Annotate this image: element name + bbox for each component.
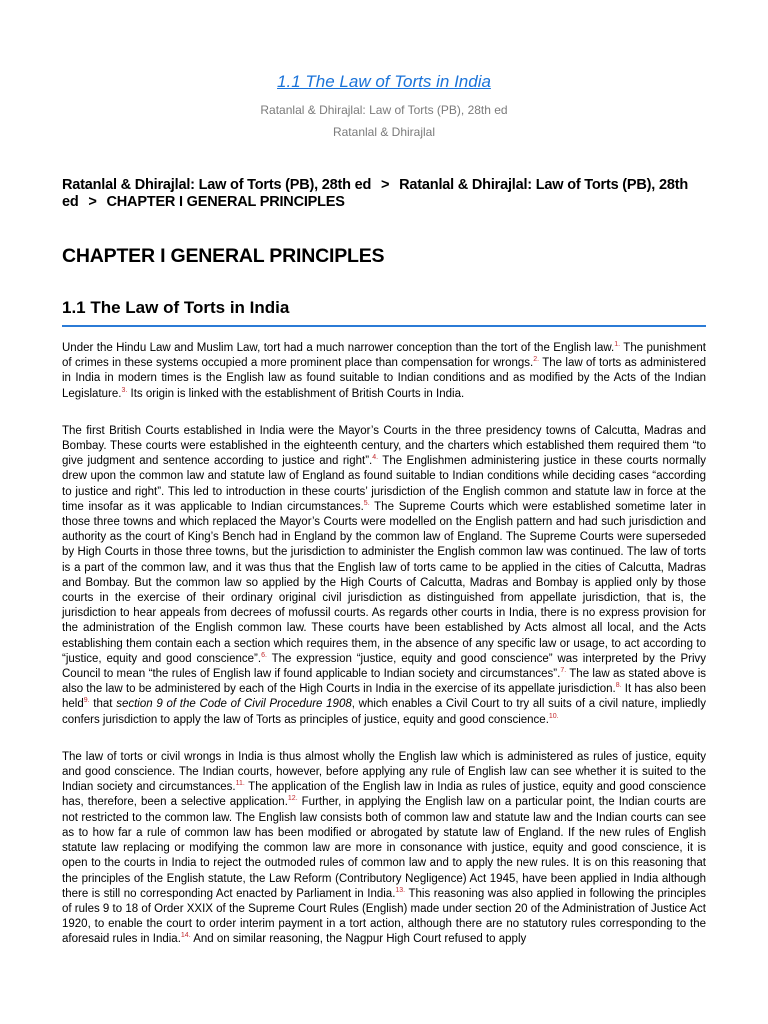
- author-line: Ratanlal & Dhirajlal: [332, 125, 436, 139]
- section-heading: 1.1 The Law of Torts in India: [62, 298, 706, 327]
- document-title: [62, 0, 706, 92]
- paragraph-3: The law of torts or civil wrongs in India is thus almost wholly the English law which is administered as rules of justice, equity and good conscience. The Indian courts, however, before applying any rule of English law can see whether it is suited to the Indian society and circumstances.$^{11.}$ The application of the English law in India as rules of justice, equity and good conscience has, therefore, been a selective application.$^{12.}$ Further, in applying the English law on a particular point, the Indian courts are not restricted to the common law. The English law consists both of common law and statute law and the Indian courts can see as to how far a rule of common law has been modified or abrogated by statute law of England. If the new rules of English statute law replacing or modifying the common law are more in consonance with justice, equity and good conscience, it is open to the courts in India to reject the outmoded rules of common law and to apply the new rules. It is on this reasoning that the principles of the English statute, the Law Reform (Contributory Negligence) Act 1945, have been applied in India although there is still no corresponding Act enacted by Parliament in India.$^{13.}$ This reasoning was also applied in following the principles of rules 9 to 18 of Order XXIX of the Supreme Court Rules (English) made under section 20 of the Administration of Justice Act 1920, to enable the court to order interim payment in a tort action, although there are no statutory rules corresponding to the aforesaid rules in India.$^{14.}$ And on similar reasoning, the Nagpur High Court refused to apply: [62, 750, 706, 946]
- footnote-ref[interactable]: 3.: [121, 386, 128, 394]
- breadcrumb-item-book[interactable]: Ratanlal & Dhirajlal: Law of Torts (PB), 28th ed: [62, 177, 372, 193]
- breadcrumb-item-chapter[interactable]: CHAPTER I GENERAL PRINCIPLES: [106, 194, 345, 210]
- footnote-ref[interactable]: 5.: [363, 500, 370, 507]
- footnote-ref[interactable]: 13.: [395, 886, 406, 894]
- breadcrumb-separator: >: [381, 177, 390, 193]
- footnote-ref[interactable]: 2.: [533, 356, 540, 364]
- statute-citation: section 9 of the Code of Civil Procedure 1908: [116, 698, 352, 711]
- footnote-ref[interactable]: 10.: [548, 712, 559, 720]
- footnote-ref[interactable]: 12.: [287, 795, 298, 803]
- footnote-ref[interactable]: 4.: [372, 454, 379, 462]
- chapter-heading: CHAPTER I GENERAL PRINCIPLES: [62, 245, 385, 267]
- footnote-ref[interactable]: 11.: [235, 780, 245, 788]
- paragraph-1: Under the Hindu Law and Muslim Law, tort had a much narrower conception than the tort of the English law.$^{1.}$ The punishment of crimes in these systems occupied a more prominent place than compensation for wrongs.$^{2.}$ The law of torts as administered in India in modern times is the English law as found suitable to Indian conditions and as modified by the Acts of the Indian Legislature.$^{3.}$ Its origin is linked with the establishment of British Courts in India.: [62, 341, 707, 400]
- footnote-ref[interactable]: 14.: [180, 932, 191, 940]
- footnote-ref[interactable]: 1.: [614, 341, 621, 349]
- footnote-ref[interactable]: 8.: [615, 682, 622, 690]
- breadcrumb: [62, 177, 706, 211]
- footnote-ref[interactable]: 6.: [261, 652, 267, 660]
- paragraph-2: The first British Courts established in India were the Mayor’s Courts in the three presidency towns of Calcutta, Madras and Bombay. These courts were established in the eighteenth century, and the charters which established them required them “to give judgment and sentence according to justice and right”.$^{4.}$ The Englishmen administering justice in these courts normally drew upon the common law and statute law of England as found suitable to Indian conditions while deciding cases “according to justice and right”. This led to introduction in these courts’ jurisdiction of the English common and statute law in force at the time insofar as it was applicable to Indian circumstances.$^{5.}$ The Supreme Courts which were established sometime later in those three towns and which replaced the Mayor’s Courts were modelled on the English pattern and had such jurisdiction and authority as the court of King’s Bench had in England by the common law of England. The Supreme Courts were superseded by High Courts in those three towns, but the jurisdiction to administer the English common law was continued. The law of torts is a part of the common law, and it was thus that the English law of torts came to be applied in the cities of Calcutta, Madras and Bombay. But the common law so applied by the High Courts of Calcutta, Madras and Bombay is applied only by those courts in the exercise of their ordinary original civil jurisdiction as distinguished from appellate jurisdiction, that is, the jurisdiction to hear appeals from decrees of mofussil courts. As regards other courts in India, there is no express provision for the administration of the English common law. These courts have been established by Acts almost all local, and the Acts establishing them contain each a section which requires them, in the absence of any specific law or usage, to act according to “justice, equity and good conscience”.$^{6.}$ The expression “justice, equity and good conscience” was interpreted by the Privy Council to mean “the rules of English law if found applicable to Indian society and circumstances”.$^{7.}$ The law as stated above is also the law to be administered by each of the High Courts in India in the exercise of its appellate jurisdiction.$^{8.}$ It has also been held$^{9.}$ that section 9 of the Code of Civil Procedure 1908, which enables a Civil Court to try all suits of a civil nature, impliedly confers jurisdiction to apply the law of Torts as principles of justice, equity and good conscience.$^{10.}$: [62, 424, 706, 726]
- document-title-link[interactable]: 1.1 The Law of Torts in India: [277, 72, 491, 91]
- source-line: Ratanlal & Dhirajlal: Law of Torts (PB), 28th ed: [260, 103, 508, 117]
- breadcrumb-separator: >: [88, 194, 97, 210]
- footnote-ref[interactable]: 7.: [560, 667, 567, 675]
- breadcrumb-item-edition[interactable]: Ratanlal & Dhirajlal: Law of Torts (PB), 28th ed: [62, 177, 688, 210]
- footnote-ref[interactable]: 9.: [83, 697, 90, 705]
